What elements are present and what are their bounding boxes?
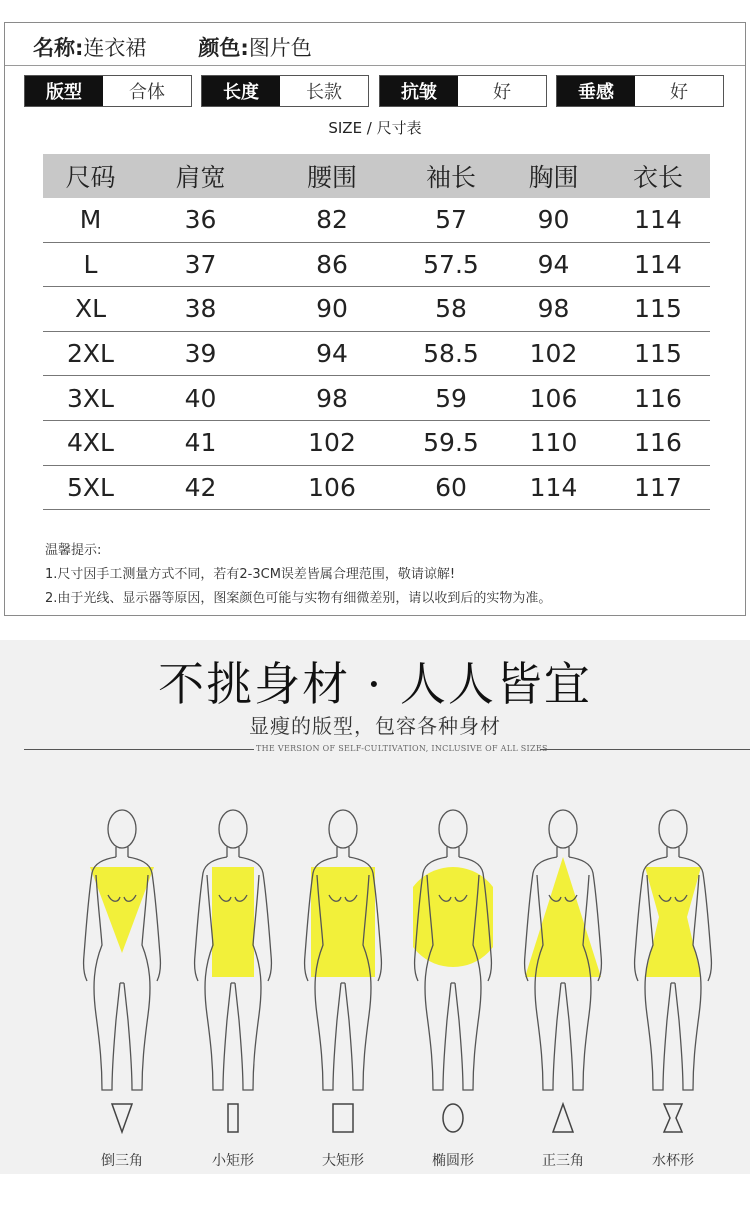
narrow-rectangle-icon [221, 1102, 245, 1138]
tips-block [45, 539, 551, 611]
divider [5, 65, 745, 66]
column-header: 腰围 [306, 163, 357, 192]
table-cell: XL [74, 294, 107, 324]
attribute-key: 长度 [202, 76, 280, 106]
column-header: 衣长 [632, 163, 683, 192]
table-cell: 39 [184, 339, 217, 369]
attribute-value: 合体 [129, 82, 165, 103]
table-row [43, 198, 710, 243]
body-shape-label: 椭圆形 [432, 1153, 474, 1169]
table-cell: 38 [184, 294, 217, 324]
figure-illustration [633, 805, 713, 1105]
column-header: 尺码 [65, 163, 116, 192]
table-cell: 94 [316, 339, 348, 369]
body-figure [633, 805, 743, 1105]
table-cell: 114 [634, 249, 682, 279]
table-cell: 116 [634, 383, 682, 413]
body-shape-label: 倒三角 [101, 1153, 143, 1169]
attribute-key: 垂感 [557, 76, 635, 106]
table-row [43, 421, 710, 466]
slogan-heading: 不挑身材 · 人人皆宜 [158, 657, 592, 711]
table-cell: 106 [308, 472, 356, 502]
slogan-subtitle: 显瘦的版型，包容各种身材 [249, 714, 501, 738]
figure-illustration [303, 805, 383, 1105]
body-shape-label: 小矩形 [212, 1153, 254, 1169]
table-cell: 94 [537, 249, 570, 279]
body-shape-label: 大矩形 [322, 1153, 364, 1169]
wide-rectangle-icon [331, 1102, 355, 1138]
table-row [43, 287, 710, 332]
product-info-row [33, 32, 312, 62]
body-figure [303, 805, 413, 1105]
divider-left [24, 749, 254, 750]
attribute-value: 长款 [306, 82, 342, 103]
body-figure [82, 805, 192, 1105]
table-cell: L [83, 249, 98, 279]
table-cell: 82 [316, 205, 348, 235]
attribute-wrinkle-resistance [379, 75, 547, 107]
table-cell: 102 [308, 428, 356, 458]
column-header: 袖长 [425, 163, 476, 192]
table-cell: 42 [184, 472, 217, 502]
table-cell: 58.5 [423, 339, 479, 369]
table-row [43, 376, 710, 421]
table-cell: 3XL [67, 383, 114, 413]
name-label: 名称: [33, 36, 84, 60]
product-color [198, 32, 311, 62]
attribute-key: 版型 [25, 76, 103, 106]
table-cell: 106 [529, 383, 578, 413]
table-cell: 110 [529, 428, 578, 458]
table-row [43, 466, 710, 511]
divider-right [540, 749, 750, 750]
table-cell: 59.5 [423, 428, 479, 458]
table-cell: 40 [184, 383, 217, 413]
column-header: 肩宽 [175, 163, 226, 192]
body-figure [413, 805, 523, 1105]
table-cell: 59 [435, 383, 467, 413]
figure-illustration [82, 805, 162, 1105]
body-shape-label: 水杯形 [652, 1153, 694, 1169]
body-shape-panel [0, 640, 750, 1174]
attribute-key: 抗皱 [380, 76, 458, 106]
size-info-panel [4, 22, 746, 616]
table-cell: 114 [529, 472, 578, 502]
table-cell: 98 [316, 383, 348, 413]
color-label: 颜色: [198, 36, 249, 60]
body-figure [523, 805, 633, 1105]
table-cell: 117 [634, 472, 682, 502]
table-cell: 115 [634, 294, 682, 324]
figure-illustration [413, 805, 493, 1105]
table-row [43, 243, 710, 288]
attribute-fit [24, 75, 192, 107]
table-cell: 5XL [67, 472, 114, 502]
table-cell: 116 [634, 428, 682, 458]
attribute-drape [556, 75, 724, 107]
english-tagline: THE VERSION OF SELF-CULTIVATION, INCLUSIVE OF ALL SIZES [256, 744, 548, 753]
table-cell: 57.5 [423, 249, 479, 279]
inverted-triangle-icon [110, 1102, 134, 1138]
table-cell: 115 [634, 339, 682, 369]
table-cell: 60 [435, 472, 467, 502]
ellipse-icon [441, 1102, 465, 1138]
attribute-length [201, 75, 369, 107]
hourglass-icon [661, 1102, 685, 1138]
table-cell: 102 [529, 339, 578, 369]
table-cell: 36 [184, 205, 217, 235]
figure-illustration [523, 805, 603, 1105]
table-cell: 57 [435, 205, 467, 235]
body-shape-label: 正三角 [542, 1153, 584, 1169]
product-name [33, 32, 146, 62]
table-cell: 114 [634, 205, 682, 235]
table-cell: 98 [537, 294, 570, 324]
figure-illustration [193, 805, 273, 1105]
body-figure [193, 805, 303, 1105]
table-cell: 90 [316, 294, 348, 324]
table-cell: M [79, 205, 102, 235]
name-value: 连衣裙 [83, 36, 147, 60]
table-row [43, 332, 710, 377]
table-cell: 2XL [67, 339, 114, 369]
tip-item: 1.尺寸因手工测量方式不同，若有2-3CM误差皆属合理范围，敬请谅解! [45, 567, 456, 582]
table-header [43, 154, 710, 198]
column-header: 胸围 [528, 163, 579, 192]
table-cell: 58 [435, 294, 467, 324]
tips-title: 温馨提示: [45, 543, 102, 558]
size-chart-caption: SIZE / 尺寸表 [328, 119, 422, 137]
attribute-value: 好 [670, 82, 688, 103]
attribute-value: 好 [493, 82, 511, 103]
table-cell: 86 [316, 249, 348, 279]
table-body [43, 198, 710, 510]
table-cell: 41 [184, 428, 217, 458]
color-value: 图片色 [248, 36, 312, 60]
size-table [43, 154, 710, 510]
table-cell: 4XL [67, 428, 114, 458]
triangle-icon [551, 1102, 575, 1138]
table-cell: 90 [537, 205, 570, 235]
tip-item: 2.由于光线、显示器等原因，图案颜色可能与实物有细微差别，请以收到后的实物为准。 [45, 591, 552, 606]
table-cell: 37 [184, 249, 217, 279]
